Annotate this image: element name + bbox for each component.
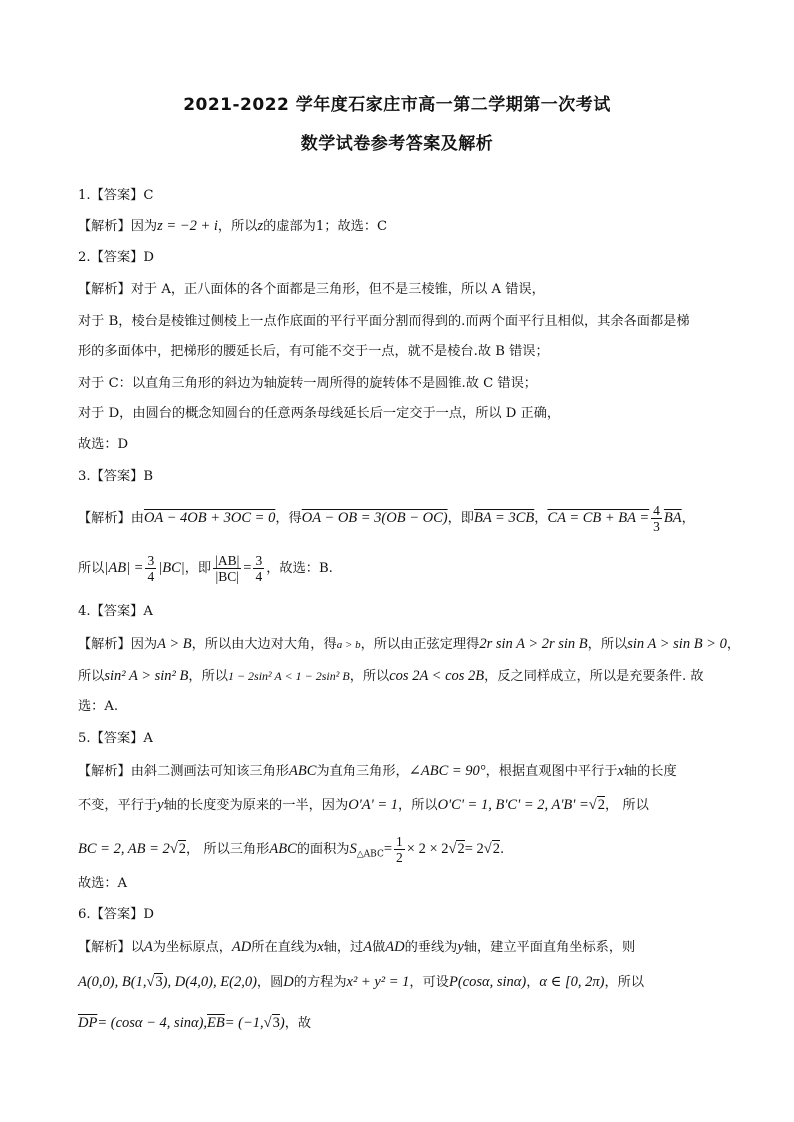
q4-conclusion: 选：A. xyxy=(78,699,119,714)
q2-analysis-d: 对于 D，由圆台的概念知圆台的任意两条母线延长后一定交于一点，所以 D 正确， xyxy=(78,406,561,421)
q6-analysis-a: 【解析】以A为坐标原点，AD所在直线为x轴，过A做AD的垂线为y轴，建立平面直角坐标系，则 xyxy=(78,939,636,955)
q5-analysis-c: BC = 2, AB = 2√2， 所以三角形ABC的面积为$S_{\triangle ABC}=$ $\frac{1}{2}$ × 2 × 2√2= 2√2. xyxy=(78,834,505,865)
q6-analysis-c: $\overline{DP}= (\cos\alpha - 4$, $\sin\alpha),\overline{EB}= (-1,√3)$，故 xyxy=(78,1015,312,1031)
q2-analysis-c: 对于 C：以直角三角形的斜边为轴旋转一周所得的旋转体不是圆锥.故 C 错误； xyxy=(78,376,537,391)
q2-analysis-b-cont: 形的多面体中，把梯形的腰延长后，有可能不交于一点，就不是棱台.故 B 错误； xyxy=(78,344,549,359)
q6-answer: 6.【答案】D xyxy=(78,907,154,922)
q4-analysis-a: 【解析】因为A > B，所以由大边对大角，得a > b，所以由正弦定理得2r sin A > 2r sin B，所以sin A > sin B > 0， xyxy=(78,636,741,652)
q5-answer: 5.【答案】A xyxy=(78,731,153,746)
q5-conclusion: 故选：A xyxy=(78,876,128,891)
q4-analysis-b: 所以sin² A > sin² B，所以1 − 2sin² A < 1 − 2sin² B，所以cos 2A < cos 2B，反之同样成立，所以是充要条件. 故 xyxy=(78,668,704,684)
q2-conclusion: 故选：D xyxy=(78,437,129,452)
q5-analysis-a: 【解析】由斜二测画法可知该三角形ABC为直角三角形，∠ABC = 90°，根据直观图中平行于x轴的长度 xyxy=(78,763,677,779)
q5-analysis-b: 不变，平行于y轴的长度变为原来的一半，因为O'A' = 1，所以O'C' = 1, B'C' = 2, A'B' =√2， 所以 xyxy=(78,797,649,813)
q2-analysis-a: 【解析】对于 A，正八面体的各个面都是三角形，但不是三棱锥，所以 A 错误， xyxy=(78,282,545,297)
q4-answer: 4.【答案】A xyxy=(78,604,153,619)
q2-analysis-b: 对于 B，棱台是棱锥过侧棱上一点作底面的平行平面分割而得到的.而两个面平行且相似，其余各面都是梯 xyxy=(78,314,690,329)
q3-analysis-a: 【解析】由OA − 4OB + 3OC = 0，得OA − OB = 3(OB − OC)，即BA = 3CB，CA = CB + BA = $\frac{4}{3}$ $\overline{BA}$， xyxy=(78,503,695,534)
document-title: 2021-2022 学年度石家庄市高一第二学期第一次考试 xyxy=(183,95,611,115)
q1-analysis: 【解析】因为z = −2 + i，所以z的虚部为1；故选：C xyxy=(78,218,388,234)
q3-analysis-b: 所以|AB| = $\frac{3}{4}$ |BC|，即 $\frac{|AB|}{|BC|}$ = $\frac{3}{4}$ ，故选：B. xyxy=(78,553,333,584)
q2-answer: 2.【答案】D xyxy=(78,250,154,265)
q3-answer: 3.【答案】B xyxy=(78,469,154,484)
q6-analysis-b: A(0,0), B(1,√3), D(4,0), E(2,0)，圆D的方程为x² + y² = 1，可设P(cosα, sinα)，α ∈ [0, 2π)，所以 xyxy=(78,974,645,990)
document-subtitle: 数学试卷参考答案及解析 xyxy=(300,134,494,154)
q1-answer: 1.【答案】C xyxy=(78,188,154,203)
